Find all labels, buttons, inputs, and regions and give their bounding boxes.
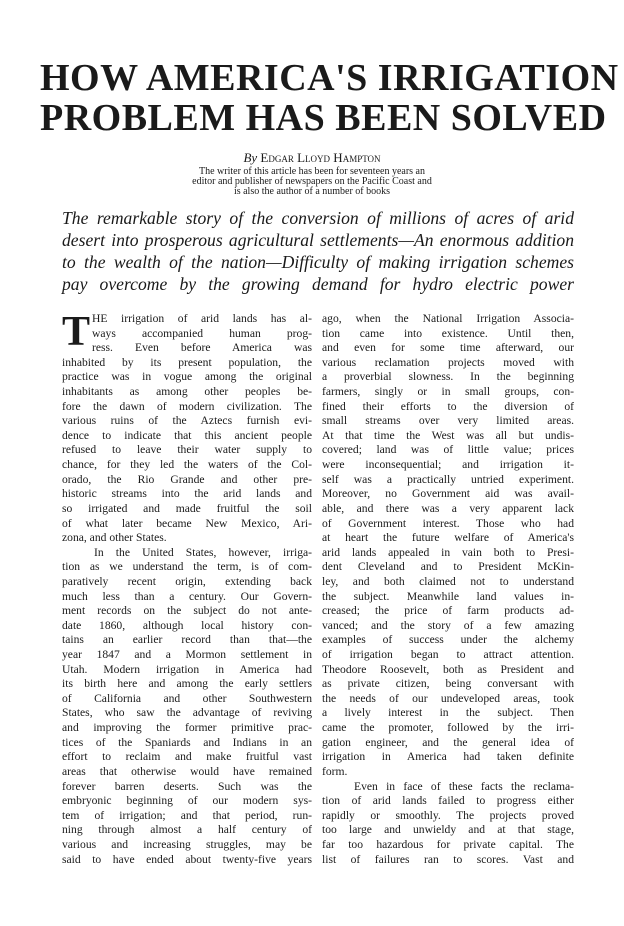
body-text-line: fore the dawn of modern civilization. The [62,399,312,413]
body-text-line: irrigation in America had taken definite [322,750,574,764]
body-text-line: of what later became New Mexico, Ari- [62,516,312,530]
body-text-line: far too hazardous for private capital. The [322,837,574,851]
body-column-right [322,312,574,867]
body-text-line: chance, for they led the waters of the Col- [62,458,312,472]
body-text-line: ning through almost a half century of [62,823,312,837]
body-text-line: year 1847 and a Mormon settlement in [62,648,312,662]
body-text-line: Utah. Modern irrigation in America had [62,662,312,676]
body-text-line: practice was in vogue among the original [62,370,312,384]
body-text-line: creased; the price of farm products ad- [322,604,574,618]
body-text-line: various and increasing struggles, may be [62,837,312,851]
body-text-line: of California and other Southwestern [62,691,312,705]
body-text-line: of Government interest. Those who had [322,516,574,530]
body-text-line: ress. Even before America was [92,341,312,355]
byline [0,150,624,165]
body-text-line: vanced; and the story of a few amazing [322,618,574,632]
body-text-line: self was a practically untried experiment. [322,472,574,486]
body-text-line: small streams over very limited areas. [322,414,574,428]
body-text-line: tion came into existence. Until then, [322,326,574,340]
body-text-line: much less than a century. Our Govern- [62,589,312,603]
body-text-line: ways accompanied human prog- [92,326,312,340]
body-text-line: ment records on the subject do not ante- [62,604,312,618]
deck-line-4: pay overcome by the growing demand for hydro electric power [62,274,574,294]
body-text-line: various reclamation projects moved with [322,355,574,369]
body-text-line: At that time the West was all but undis- [322,428,574,442]
deck-line-1: The remarkable story of the conversion of millions of acres of arid [62,208,574,228]
body-text-line: a lively interest in the subject. Then [322,706,574,720]
body-text-line: Moreover, no Government aid was avail- [322,487,574,501]
body-text-line: ago, when the National Irrigation Associa- [322,312,574,325]
body-text-line: zona, and other States. [62,531,167,545]
body-text-line: forever barren deserts. Such was the [62,779,312,793]
body-text-line: gation engineer, and the general idea of [322,735,574,749]
body-text-line: tion of arid lands failed to progress either [322,794,574,808]
body-text-line: the needs of our undeveloped areas, took [322,691,574,705]
body-text-line: fined their efforts to the diversion of [322,399,574,413]
body-text-line: HE irrigation of arid lands has al- [92,312,312,325]
body-text-line: arid lands appealed in vain both to Presi- [322,545,574,559]
body-text-line: tion as we understand the term, is of com- [62,560,312,574]
body-text-line: its birth here and among the early settlers [62,677,312,691]
byline-prefix: By [243,150,261,165]
body-text-line: as private citizen, being conversant with [322,677,574,691]
body-text-line: too large and unwieldy and at that stage, [322,823,574,837]
body-text-line: a proverbial slowness. In the beginning [322,370,574,384]
body-text-line: were inconsequential; and irrigation it- [322,458,574,472]
body-text-line: ley, and both claimed not to understand [322,574,574,588]
body-text-line: Theodore Roosevelt, both as President and [322,662,574,676]
body-text-line: said to have ended about twenty-five years [62,852,312,866]
body-text-line: In the United States, however, irriga- [94,545,312,559]
body-text-line: and improving the former primitive prac- [62,721,312,735]
body-text-line: inhabited by its present population, the [62,355,312,369]
body-text-line: tains an earlier record than that—the [62,633,312,647]
body-text-line: covered; land was of little value; prices [322,443,574,457]
body-text-line: list of failures ran to scores. Vast and [322,852,574,866]
body-text-line: orado, the Rio Grande and other pre- [62,472,312,486]
article-title-line-2: PROBLEM HAS BEEN SOLVED [40,97,607,139]
body-text-line: and even for some time afterward, our [322,341,574,355]
body-text-line: date 1860, although local history con- [62,618,312,632]
body-text-line: farmers, singly or in small groups, con- [322,385,574,399]
body-text-line: dent Cleveland and to President McKin- [322,560,574,574]
deck-line-2: desert into prosperous agricultural settlements—An enormous addition [62,230,574,250]
body-text-line: tices of the Spaniards and Indians in an [62,735,312,749]
body-text-line: came the promoter, followed by the irri- [322,721,574,735]
deck-line-3: to the wealth of the nation—Difficulty of making irrigation schemes [62,252,574,272]
body-text-line: able, and there was a very apparent lack [322,501,574,515]
author-name: Edgar Lloyd Hampton [260,150,381,165]
body-column-left [62,309,312,867]
body-text-line: areas that otherwise would have remained [62,764,312,778]
body-text-line: examples of success under the alchemy [322,633,574,647]
drop-cap: T [62,309,91,355]
author-note-line-3: is also the author of a number of books [233,186,391,197]
body-text-line: historic streams into the arid lands and [62,487,312,501]
body-text-line: paratively recent origin, extending back [62,574,312,588]
body-text-line: rapidly or smoothly. The projects proved [322,808,574,822]
article-title-line-1: HOW AMERICA'S IRRIGATION [40,57,619,99]
body-text-line: inhabitants as among other peoples be- [62,385,312,399]
body-text-line: so irrigated and made fruitful the soil [62,501,312,515]
body-text-line: States, who saw the advantage of reviving [62,706,312,720]
body-text-line: form. [322,764,348,778]
body-text-line: Even in face of these facts the reclama- [354,779,574,793]
author-note-line-2: editor and publisher of newspapers on the Pacific Coast and [192,176,432,187]
body-text-line: effort to reclaim and make fruitful vast [62,750,312,764]
body-text-line: refused to leave their water supply to [62,443,312,457]
body-text-line: tem of irrigation; and that period, run- [62,808,312,822]
body-text-line: various ruins of the Aztecs furnish evi- [62,414,312,428]
body-text-line: embryonic beginning of our modern sys- [62,794,312,808]
body-text-line: the subject. Meanwhile land values in- [322,589,574,603]
author-note-line-1: The writer of this article has been for seventeen years an [198,166,425,177]
body-text-line: at heart the future welfare of America's [322,531,574,545]
body-text-line: of irrigation began to attract attention. [322,648,574,662]
body-text-line: dence to indicate that this ancient people [62,428,312,442]
